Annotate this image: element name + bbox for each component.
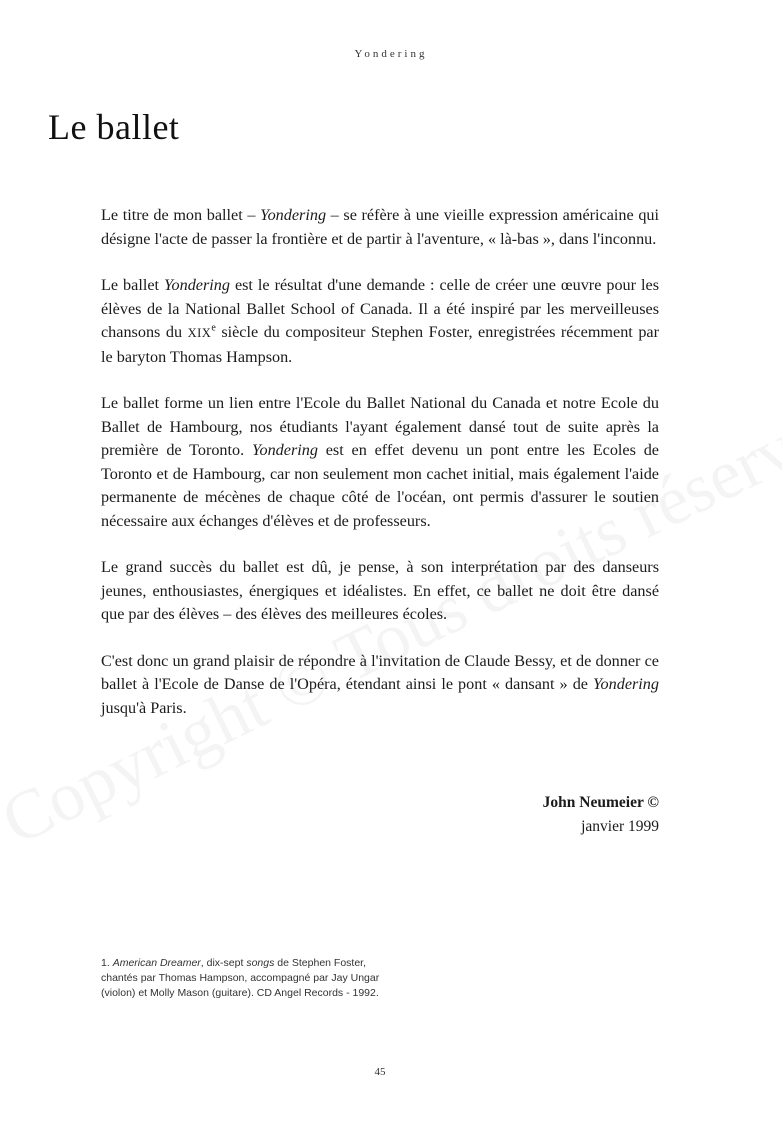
paragraph-1: Le titre de mon ballet – Yondering – se réfère à une vieille expression américaine qui désigne l'acte de passer la frontière et de partir à l'aventure, « là-bas », dans l'inconnu. — [101, 206, 659, 248]
ballet-title-italic: Yondering — [251, 441, 318, 459]
century-numeral: XIX — [187, 326, 212, 340]
page-title: Le ballet — [48, 107, 180, 147]
paragraph-5: C'est donc un grand plaisir de répondre à l'invitation de Claude Bessy, et de donner ce ballet à l'Ecole de Danse de l'Opéra, étendant ainsi le pont « dansant » de Yondering jusqu'à Paris. — [101, 651, 659, 717]
century-superscript: e — [211, 322, 216, 334]
author-name: John Neumeier © — [542, 794, 659, 811]
ballet-title-italic: Yondering — [593, 675, 659, 693]
paragraph-2: Le ballet Yondering est le résultat d'une demande : celle de créer une œuvre pour les élèves de la National Ballet School of Canada. Il a été inspiré par les merveilleuses chansons du XIXe siècle du compositeur Stephen Foster, enregistrées récemment par le baryton Thomas Hampson. — [101, 276, 660, 366]
ballet-title-italic: Yondering — [164, 276, 230, 294]
article-body — [101, 204, 659, 743]
footnote-album-title: American Dreamer — [112, 957, 201, 969]
paragraph-4: Le grand succès du ballet est dû, je pense, à son interprétation par des danseurs jeunes, enthousiastes, énergiques et idéalistes. En effet, ce ballet ne doit être dansé que par des élèves – des élèves des meilleures écoles. — [101, 558, 659, 623]
page-number: 45 — [374, 1066, 386, 1078]
signature-block — [543, 791, 659, 839]
running-header: Yondering — [354, 48, 428, 60]
ballet-title-italic: Yondering — [260, 206, 327, 224]
footnote-italic-word: songs — [246, 957, 275, 969]
signature-date: janvier 1999 — [581, 818, 659, 835]
paragraph-3: Le ballet forme un lien entre l'Ecole du Ballet National du Canada et notre Ecole du Ballet de Hambourg, nos étudiants l'ayant également dansé tout de suite après la première de Toronto. Yondering est en effet devenu un pont entre les Ecoles de Toronto et de Hambourg, car non seulement mon cachet initial, mais également l'aide permanente de mécènes de chaque côté de l'océan, ont permis d'assurer le soutien nécessaire aux échanges d'élèves et de professeurs. — [101, 394, 659, 530]
footnote: 1. American Dreamer, dix-sept songs de Stephen Foster, chantés par Thomas Hampson, accompagné par Jay Ungar (violon) et Molly Mason (guitare). CD Angel Records - 1992. — [101, 957, 380, 999]
